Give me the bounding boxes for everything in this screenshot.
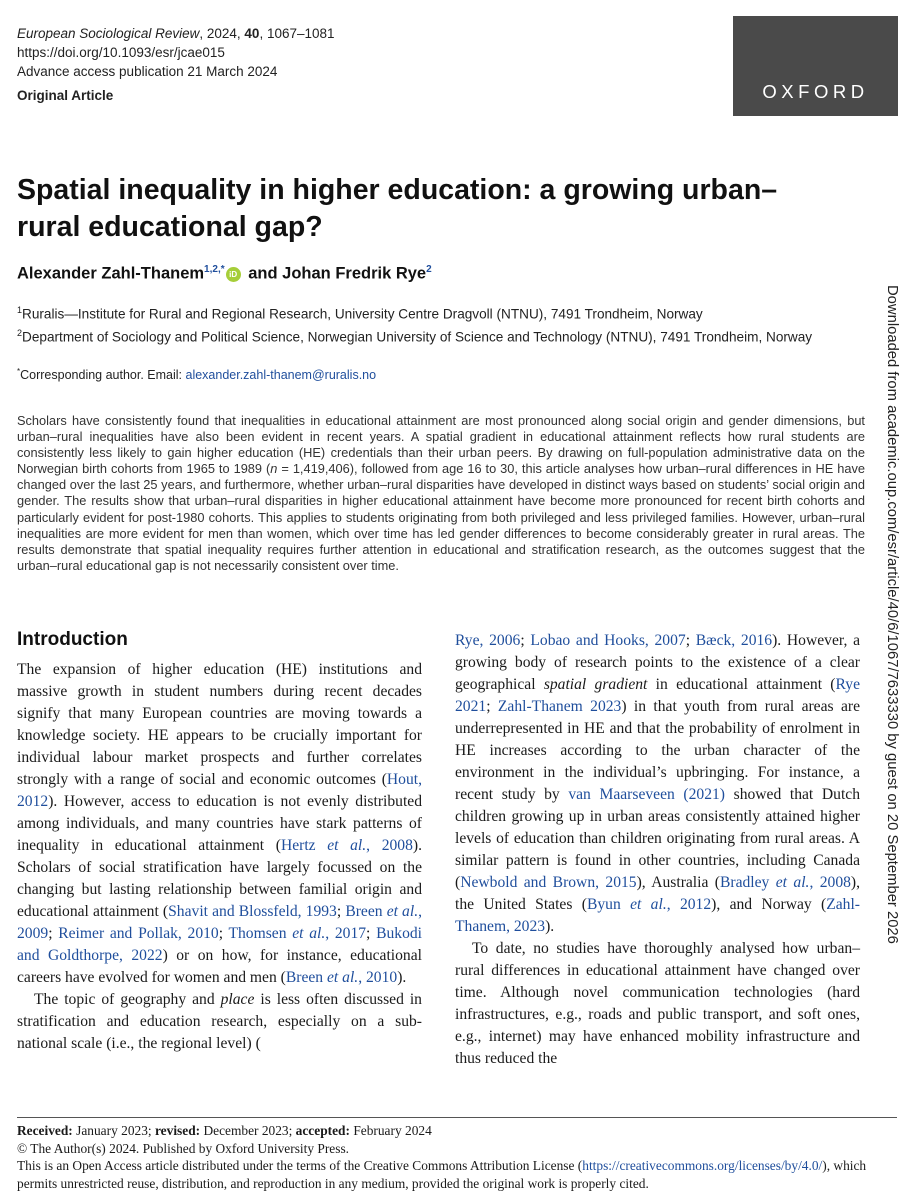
paragraph: The expansion of higher education (HE) institutions and massive growth in student numbers during recent decades signify that many European countries are moving towards a knowledge society. HE appears to be crucially important for individual labour market prospects and further correlates strongly with a range of social and economic outcomes (Hout, 2012). However, access to education is not evenly distributed among individuals, and many countries have stark patterns of inequality in educational attainment (Hertz et al., 2008). Scholars of social stratification have largely focussed on the changing but lasting relationship between familial origin and educational attainment (Shavit and Blossfeld, 1993; Breen et al., 2009; Reimer and Pollak, 2010; Thomsen et al., 2017; Bukodi and Goldthorpe, 2022) or on how, for instance, educational careers have evolved for women and men (Breen et al., 2010). (17, 661, 422, 986)
volume: 40 (244, 26, 260, 41)
oxford-logo: OXFORD (733, 16, 898, 116)
author-name[interactable]: Johan Fredrik Rye (282, 264, 427, 283)
author-list: Alexander Zahl-Thanem$^{1,2,*}$ iD and Johan Fredrik Rye$^2$ (17, 264, 432, 283)
citation-link[interactable]: Byun et al., 2012 (586, 896, 712, 913)
footer-divider (17, 1117, 897, 1118)
article-title: Spatial inequality in higher education: a growing urban–rural educational gap? (17, 174, 778, 243)
author-email-link[interactable]: alexander.zahl-thanem@ruralis.no (185, 368, 377, 383)
citation-link[interactable]: Hout, 2012 (17, 771, 422, 810)
download-watermark: Downloaded from academic.oup.com/esr/article/40/6/1067/7633330 by guest on 20 September 2026 (884, 285, 900, 944)
license-notice: This is an Open Access article distributed under the terms of the Creative Commons Attribution License (https://creativecommons.org/licenses/by/4.0/), which permits unrestricted reuse, distribution, and reproduction in any medium, provided the original work is properly cited. (17, 1158, 867, 1191)
body-column-left (17, 628, 422, 1055)
citation-link[interactable]: Breen et al., 2010 (285, 969, 398, 986)
author-name[interactable]: Alexander Zahl-Thanem (17, 264, 205, 283)
citation-link[interactable]: Shavit and Blossfeld, 1993 (168, 903, 337, 920)
copyright-notice: © The Author(s) 2024. Published by Oxford University Press. (17, 1140, 350, 1156)
section-heading: Introduction (17, 629, 128, 650)
article-footer (17, 1122, 877, 1192)
advance-access-date: Advance access publication 21 March 2024 (17, 64, 278, 79)
citation-link[interactable]: Reimer and Pollak, 2010 (58, 925, 219, 942)
affiliation: $^2$Department of Sociology and Political Science, Norwegian University of Science and Technology (NTNU), 7491 Trondheim, Norway (17, 327, 813, 345)
body-column-right (455, 630, 860, 1070)
article-type: Original Article (17, 88, 114, 103)
affiliation-marks[interactable]: 1,2,* (204, 264, 225, 275)
paragraph: To date, no studies have thoroughly analysed how urban–rural differences in educational attainment have changed over time. Although novel communication technologies (hard infrastructures, e.g., roads and public transport, and soft ones, e.g., internet) may have enhanced mobility infrastructure and thus reduced the (455, 940, 860, 1067)
abstract: Scholars have consistently found that inequalities in educational attainment are most pronounced along social origin and gender dimensions, but urban–rural inequalities have also been evident in recent years. A spatial gradient in educational attainment reflects how rural students are consistently less likely to gain higher education (HE) credentials than their urban peers. By drawing on full-population administrative data on the Norwegian birth cohorts from 1965 to 1989 (n = 1,419,406), followed from age 16 to 30, this article analyses how urban–rural differences in HE have changed over the last 25 years, and furthermore, whether urban–rural disparities have developed in distinct ways based on students’ social origin and gender. The results show that urban–rural disparities in higher educational attainment have become more pronounced for recent birth cohorts and particularly evident for post-1980 cohorts. This applies to students originating from both privileged and less privileged families. However, urban–rural inequalities are more evident for men than women, which over time has led gender differences to become considerably greater in rural areas. The results demonstrate that spatial inequality requires further attention in educational and stratification research, as the outcomes suggest that the urban–rural educational gap is not necessarily consistent over time. (17, 413, 865, 573)
orcid-icon[interactable]: iD (226, 267, 241, 282)
citation-line: European Sociological Review, 2024, 40, 1067–1081 (17, 26, 335, 41)
citation-link[interactable]: Rye, 2006 (455, 632, 521, 649)
citation-link[interactable]: Newbold and Brown, 2015 (460, 874, 637, 891)
citation-link[interactable]: Rye 2021 (455, 676, 860, 715)
history-dates: Received: January 2023; revised: December 2023; accepted: February 2024 (17, 1123, 432, 1138)
journal-name: European Sociological Review (17, 26, 200, 41)
citation-link[interactable]: Bæck, 2016 (695, 632, 773, 649)
license-link[interactable]: https://creativecommons.org/licenses/by/4.0/ (582, 1158, 823, 1174)
citation-link[interactable]: Zahl-Thanem 2023 (497, 698, 622, 715)
corresponding-author: *Corresponding author. Email: alexander.zahl-thanem@ruralis.no (17, 367, 377, 383)
citation-link[interactable]: Thomsen et al., 2017 (228, 925, 367, 942)
affiliation: $^1$Ruralis—Institute for Rural and Regional Research, University Centre Dragvoll (NTNU), 7491 Trondheim, Norway (17, 305, 703, 322)
citation-link[interactable]: Hertz et al., 2008 (280, 837, 413, 854)
citation-link[interactable]: Breen et al., 2009 (17, 903, 422, 942)
citation-link[interactable]: Bradley et al., 2008 (719, 874, 851, 891)
affiliations (17, 301, 857, 346)
citation-link[interactable]: Bukodi and Goldthorpe, 2022 (17, 925, 422, 964)
paragraph: The topic of geography and place is less often discussed in stratification and education research, especially on a sub-national scale (i.e., the regional level) ( (17, 991, 422, 1052)
affiliation-marks[interactable]: 2 (426, 264, 432, 275)
citation-link[interactable]: van Maarseveen (2021) (568, 786, 725, 803)
doi-link[interactable]: https://doi.org/10.1093/esr/jcae015 (17, 45, 225, 60)
citation-link[interactable]: Lobao and Hooks, 2007 (530, 632, 686, 649)
citation-link[interactable]: Zahl-Thanem, 2023 (455, 896, 860, 935)
paragraph: Rye, 2006; Lobao and Hooks, 2007; Bæck, 2016). However, a growing body of research points to the existence of a clear geographical spatial gradient in educational attainment (Rye 2021; Zahl-Thanem 2023) in that youth from rural areas are underrepresented in HE and that the probability of enrolment in HE increases according to the urban character of the environment in the individual’s upbringing. For instance, a recent study by van Maarseveen (2021) showed that Dutch children growing up in urban areas consistently attained higher levels of education than children originating from rural areas. A similar pattern is found in other countries, including Canada (Newbold and Brown, 2015), Australia (Bradley et al., 2008), the United States (Byun et al., 2012), and Norway (Zahl-Thanem, 2023). (455, 632, 861, 935)
article-metadata (17, 24, 335, 105)
